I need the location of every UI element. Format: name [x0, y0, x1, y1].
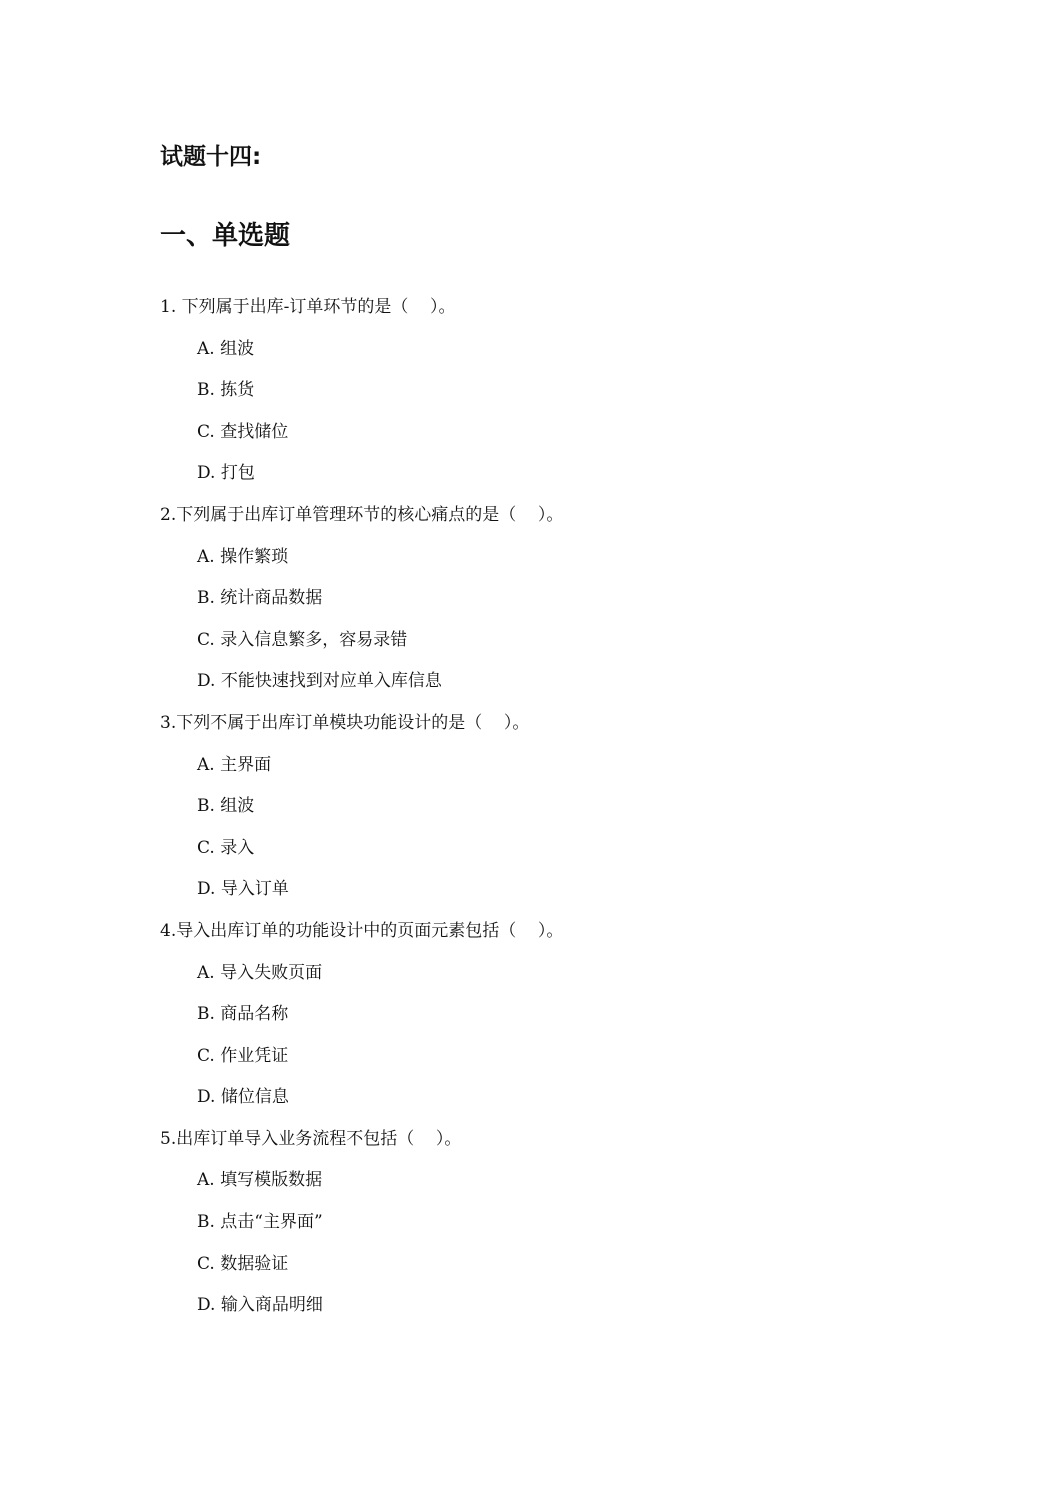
question-stem: 1. 下列属于出库-订单环节的是（ ）。 [160, 297, 456, 317]
option-d: D. 不能快速找到对应单入库信息 [197, 671, 442, 692]
option-a: A. 导入失败页面 [197, 962, 323, 983]
option-b: B. 组波 [197, 796, 255, 817]
option-d: D. 打包 [197, 463, 255, 484]
option-d: D. 储位信息 [197, 1087, 289, 1108]
option-a: A. 填写模版数据 [197, 1170, 323, 1191]
question-5 [160, 1119, 920, 1327]
question-2 [160, 495, 920, 703]
option-a: A. 组波 [197, 338, 255, 359]
question-4 [160, 911, 920, 1119]
question-stem: 5.出库订单导入业务流程不包括（ ）。 [160, 1128, 462, 1149]
question-stem: 3.下列不属于出库订单模块功能设计的是（ ）。 [160, 712, 530, 733]
question-3 [160, 703, 920, 911]
option-d: D. 导入订单 [197, 879, 289, 900]
option-c: C. 查找储位 [197, 421, 289, 442]
option-a: A. 主界面 [197, 754, 272, 775]
question-stem: 2.下列属于出库订单管理环节的核心痛点的是（ ）。 [160, 504, 564, 525]
option-b: B. 商品名称 [197, 1004, 289, 1025]
option-c: C. 数据验证 [197, 1253, 289, 1274]
option-d: D. 输入商品明细 [197, 1295, 323, 1316]
option-c: C. 录入信息繁多，容易录错 [197, 629, 408, 650]
section-title: 一、单选题 [160, 221, 291, 251]
option-a: A. 操作繁琐 [197, 546, 289, 567]
option-c: C. 录入 [197, 837, 255, 858]
document-title: 试题十四: [160, 144, 262, 170]
question-1 [160, 287, 920, 495]
question-list [160, 287, 920, 1327]
option-b: B. 拣货 [197, 380, 255, 401]
question-stem: 4.导入出库订单的功能设计中的页面元素包括（ ）。 [160, 920, 564, 941]
option-b: B. 统计商品数据 [197, 588, 323, 609]
option-b: B. 点击“主界面” [197, 1212, 323, 1233]
option-c: C. 作业凭证 [197, 1045, 289, 1066]
